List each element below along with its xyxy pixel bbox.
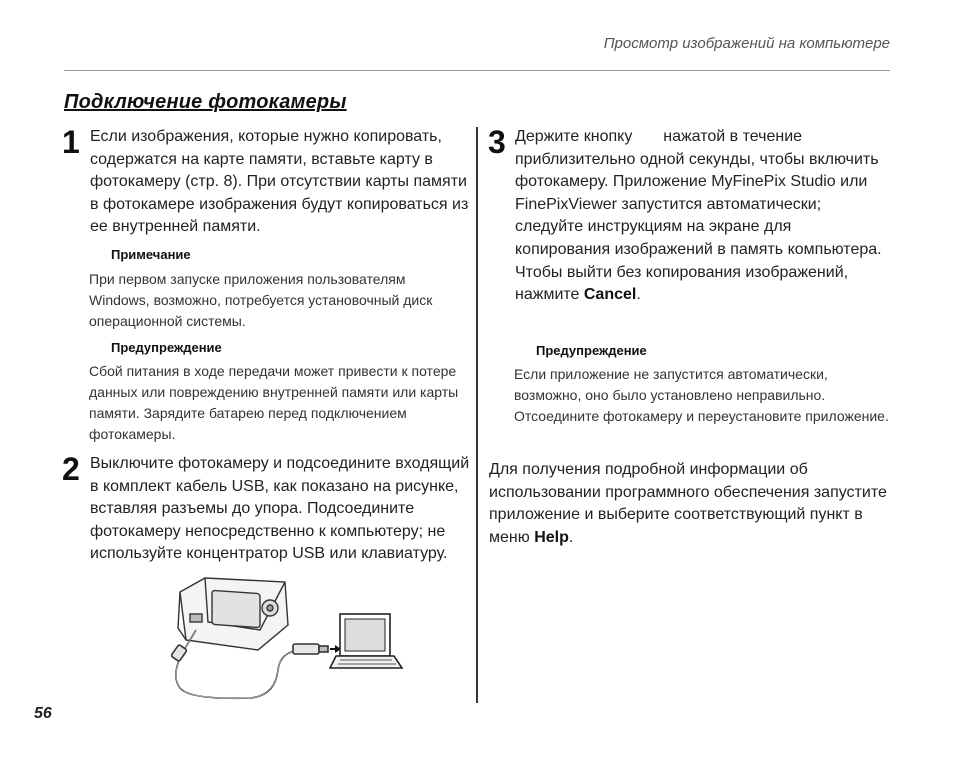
warning-text-2: Если приложение не запустится автоматически, возможно, оно было установлено неправильно. Отсоедините фотокамеру и переустановите приложение. (514, 366, 889, 424)
column-divider (476, 127, 478, 703)
step-3-text-start: Держите кнопку (515, 128, 637, 145)
laptop-icon (330, 614, 402, 668)
step-2-text: Выключите фотокамеру и подсоедините входящий в комплект кабель USB, как показано на рисунке, вставляя разъемы до упора. Подсоедините фотокамеру непосредственно к компьютеру; не используйте концентратор USB или клавиатуру. (90, 455, 470, 563)
warning-text: Сбой питания в ходе передачи может привести к потере данных или повреждению внутренней памяти или карты памяти. Зарядите батарею перед подключением фотокамеры. (89, 363, 459, 442)
step-3-number: 3 (488, 124, 506, 160)
closing-text (489, 459, 889, 549)
header-rule (64, 70, 890, 71)
warning-title: Предупреждение (111, 340, 222, 355)
step-1-text: Если изображения, которые нужно копировать, содержатся на карте памяти, вставьте карту в фотокамеру (стр. 8). При отсутствии карты памяти в фотокамере изображения будут копироваться из ее внутренней памяти. (90, 128, 469, 236)
camera-usb-laptop-illustration (150, 570, 410, 710)
note-text: При первом запуске приложения пользователям Windows, возможно, потребуется установочный диск операционной системы. (89, 271, 433, 329)
step-2-number: 2 (62, 451, 80, 487)
closing-text-body: Для получения подробной информации об использовании программного обеспечения запустите приложение и выберите соответствующий пункт в меню (489, 461, 887, 546)
note-title: Примечание (111, 247, 191, 262)
cancel-label: Cancel (583, 286, 637, 304)
section-title: Подключение фотокамеры (64, 91, 347, 113)
step-3-text (515, 126, 890, 307)
camera-icon (178, 578, 288, 650)
help-label: Help (534, 528, 569, 546)
step-3-text-end: . (636, 286, 641, 304)
step-3-text-middle: нажатой в течение приблизительно одной секунды, чтобы включить фотокамеру. Приложение MyFinePix Studio или FinePixViewer запустится автоматически; следуйте инструкциям на экране для копирования изображений в память компьютера. Чтобы выйти без копирования изображений, нажмите (515, 128, 882, 304)
closing-text-end: . (568, 528, 574, 546)
warning-title-2: Предупреждение (536, 343, 647, 358)
step-1-number: 1 (62, 124, 80, 160)
page-header-title: Просмотр изображений на компьютере (603, 35, 890, 52)
page-number: 56 (34, 705, 52, 722)
